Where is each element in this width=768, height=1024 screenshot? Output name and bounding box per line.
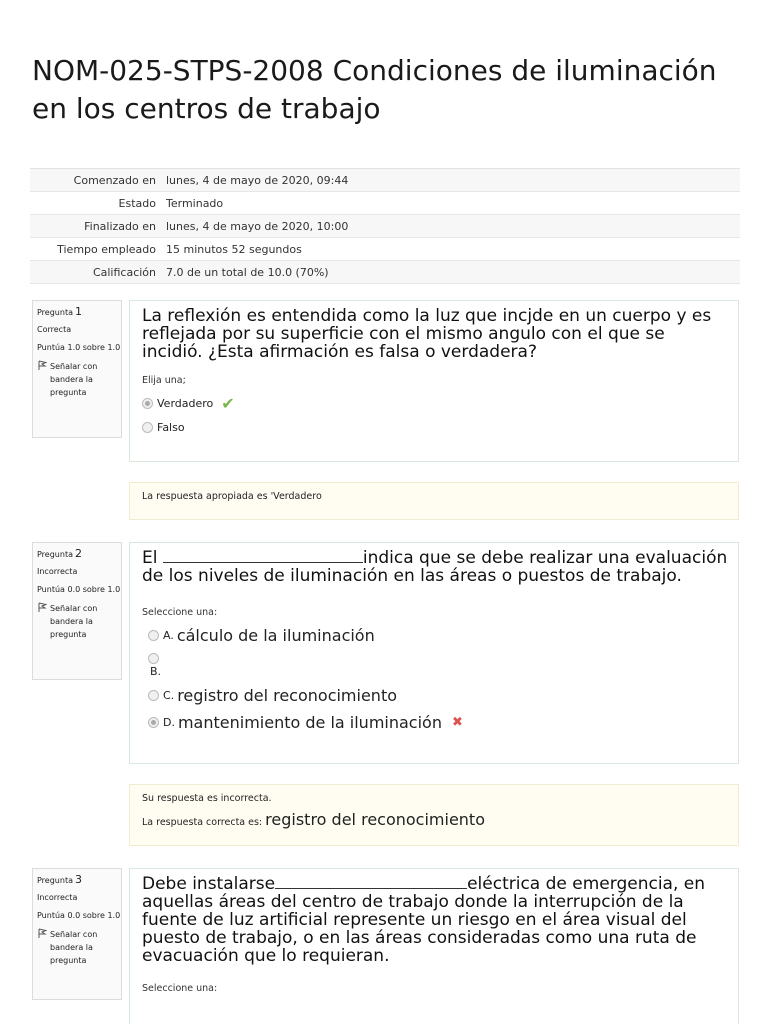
question-num: 2: [74, 547, 82, 560]
radio-button[interactable]: [148, 717, 159, 728]
question-1-content: [129, 300, 739, 462]
question-1-feedback: [129, 482, 739, 520]
summary-value: lunes, 4 de mayo de 2020, 09:44: [166, 173, 349, 187]
answer-option[interactable]: [148, 686, 728, 705]
flag-label: Señalar con bandera la pregunta: [50, 604, 98, 639]
feedback-text: Su respuesta es incorrecta.: [142, 793, 272, 804]
answer-option[interactable]: [148, 653, 728, 678]
question-number: [37, 305, 121, 319]
radio-button[interactable]: [142, 422, 153, 433]
flag-question-link[interactable]: [37, 360, 121, 399]
question-1-info: [32, 300, 122, 438]
feedback-correct-answer: [142, 810, 726, 829]
flag-icon: [37, 602, 47, 612]
question-3-content: [129, 868, 739, 1024]
option-letter: A.: [163, 629, 174, 642]
radio-button[interactable]: [148, 690, 159, 701]
option-letter: B.: [150, 665, 162, 678]
feedback-answer: registro del reconocimiento: [265, 810, 485, 829]
option-text: Falso: [157, 421, 185, 434]
answer-option[interactable]: [142, 421, 728, 434]
option-letter: C.: [163, 689, 175, 702]
option-text: mantenimiento de la iluminación: [177, 713, 442, 732]
question-points: Puntúa 0.0 sobre 1.0: [37, 585, 121, 594]
answer-option[interactable]: [148, 713, 728, 732]
question-points: Puntúa 1.0 sobre 1.0: [37, 343, 121, 352]
flag-icon: [37, 928, 47, 938]
flag-question-link[interactable]: [37, 928, 121, 967]
question-text-part: El: [142, 548, 158, 568]
flag-label: Señalar con bandera la pregunta: [50, 362, 98, 397]
question-number: [37, 547, 121, 561]
attempt-summary-table: [30, 168, 740, 284]
summary-label: Finalizado en: [84, 219, 156, 233]
summary-row: [30, 215, 740, 238]
summary-row: [30, 238, 740, 261]
summary-value: lunes, 4 de mayo de 2020, 10:00: [166, 219, 349, 233]
question-text: [142, 875, 728, 965]
question-num: 1: [74, 305, 82, 318]
flag-label: Señalar con bandera la pregunta: [50, 930, 98, 965]
question-2-info: [32, 542, 122, 680]
question-text-part: indica que se debe realizar una evaluación de los niveles de iluminación en las áreas o puestos de trabajo.: [142, 548, 728, 586]
question-status: Incorrecta: [37, 567, 78, 576]
summary-label: Estado: [118, 196, 156, 210]
summary-row: [30, 169, 740, 192]
flag-icon: [37, 360, 47, 370]
question-text: [142, 549, 728, 585]
summary-label: Tiempo empleado: [57, 242, 156, 256]
question-number: [37, 873, 121, 887]
page-title: NOM-025-STPS-2008 Condiciones de iluminación en los centros de trabajo: [32, 54, 717, 125]
question-label: Pregunta: [37, 550, 73, 559]
incorrect-cross-icon: ✖: [451, 715, 463, 730]
question-text-part: Debe instalarse: [142, 874, 276, 894]
summary-label: Calificación: [92, 265, 156, 279]
flag-question-link[interactable]: [37, 602, 121, 641]
question-status: Correcta: [37, 325, 72, 334]
question-3-info: [32, 868, 122, 1000]
answer-prompt: Seleccione una:: [142, 607, 218, 618]
question-num: 3: [74, 873, 82, 886]
question-label: Pregunta: [37, 308, 73, 317]
radio-button[interactable]: [142, 398, 153, 409]
summary-value: Terminado: [166, 196, 224, 210]
option-text: Verdadero: [157, 397, 214, 410]
option-text: registro del reconocimiento: [177, 686, 398, 705]
question-status: Incorrecta: [37, 893, 78, 902]
correct-check-icon: ✔: [221, 394, 235, 413]
question-points: Puntúa 0.0 sobre 1.0: [37, 911, 121, 920]
option-letter: D.: [163, 716, 175, 729]
answer-option[interactable]: [142, 394, 728, 413]
option-text: cálculo de la iluminación: [176, 626, 375, 645]
radio-button[interactable]: [148, 653, 159, 664]
feedback-label: La respuesta correcta es:: [142, 817, 263, 828]
answer-prompt: Elija una;: [142, 375, 186, 386]
summary-value: 15 minutos 52 segundos: [166, 242, 302, 256]
summary-value: 7.0 de un total de 10.0 (70%): [166, 265, 329, 279]
summary-row: [30, 261, 740, 284]
question-label: Pregunta: [37, 876, 73, 885]
question-2-content: [129, 542, 739, 764]
question-text-part: eléctrica de emergencia, en aquellas áreas del centro de trabajo donde la interrupción de la fuente de luz artificial represente un riesgo en el área visual del puesto de trabajo, o en las áreas consideradas como una ruta de evacuación que lo requieran.: [142, 874, 706, 966]
answer-prompt: Seleccione una:: [142, 983, 218, 994]
answer-option[interactable]: [148, 626, 728, 645]
feedback-text: La respuesta apropiada es 'Verdadero: [142, 491, 322, 502]
blank-line: [275, 888, 467, 889]
question-2-feedback: [129, 784, 739, 846]
blank-line: [163, 562, 363, 563]
radio-button[interactable]: [148, 630, 159, 641]
question-text: La reflexión es entendida como la luz que incjde en un cuerpo y es reflejada por su superficie con el mismo angulo con el que se incidió. ¿Esta afirmación es falsa o verdadera?: [142, 306, 712, 362]
summary-row: [30, 192, 740, 215]
summary-label: Comenzado en: [73, 173, 156, 187]
